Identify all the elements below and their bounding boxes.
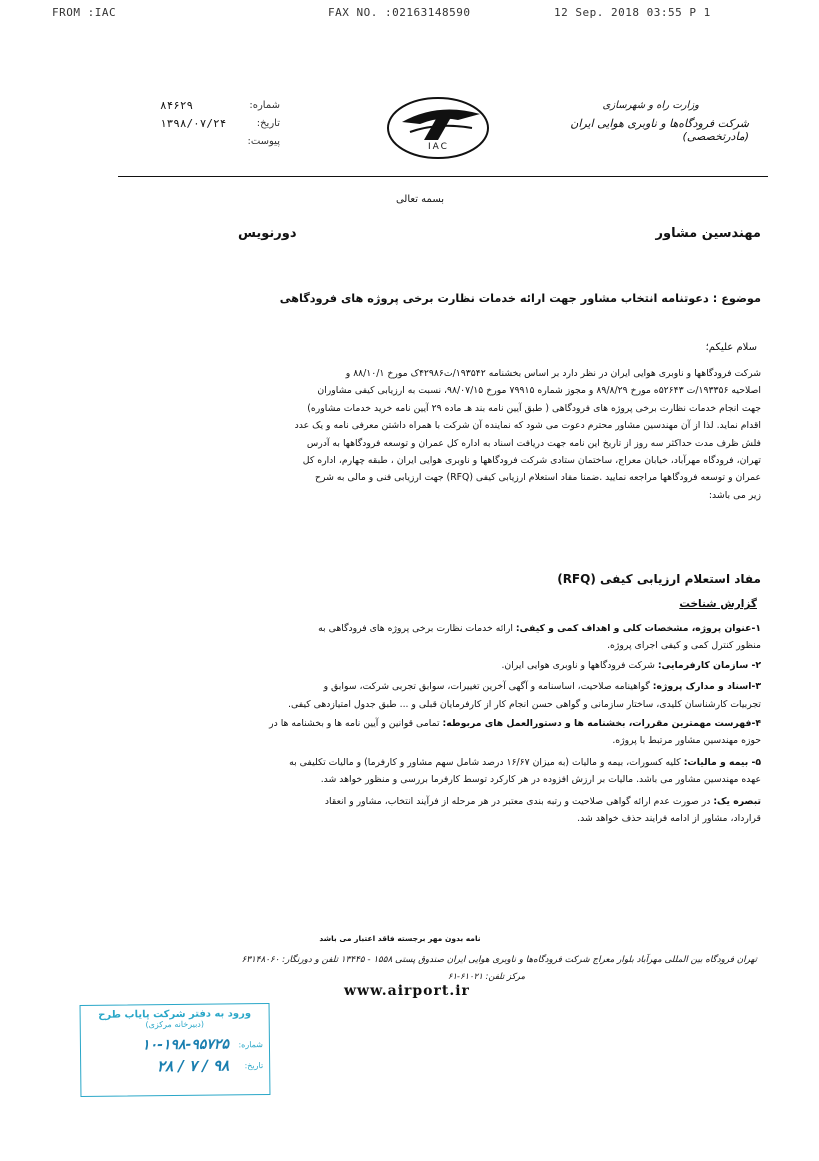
fax-number: FAX NO. :02163148590 [328,6,471,19]
stamp-number-row [81,1036,269,1054]
rfq-title: مفاد استعلام ارزیابی کیفی (RFQ) [557,572,761,586]
body-line: زیر می باشد: [708,489,761,501]
body-line: جهت انجام خدمات نظارت برخی پروژه های فرودگاهی ( طبق آیین نامه بند هـ ماده ۲۹ آیین نامه خرید خدمات مشاوره) [307,402,761,414]
header-divider [118,176,768,177]
item-label: ۵- بیمه و مالیات: [683,756,761,768]
stamp-date-label: تاریخ: [244,1060,264,1070]
body-line: اقدام نماید. لذا از آن مهندسین مشاور محترم دعوت می شود که نماینده آن شرکت با همراه داشتن معرفی نامه و یک عدد [294,420,761,432]
fax-from: FROM :IAC [52,6,117,19]
footer-website[interactable]: www.airport.ir [344,983,470,999]
addressee: مهندسین مشاور [655,226,761,241]
item-label: ۲- سازمان کارفرمایی: [657,659,761,671]
body-line: فلش ظرف مدت حداکثر سه روز از تاریخ این نامه جهت دریافت اسناد به اداره کل عمران و توسعه فرودگاهها به آدرس [306,437,761,449]
date-value: ۱۳۹۸/۰۷/۲۴ [160,116,227,130]
letter-attachment-row [160,132,280,150]
company-name: شرکت فرودگاه‌ها و ناوبری هوایی ایران (مادرتخصصی) [570,117,749,143]
letter-number-row [160,96,280,114]
stamp-number-value: ۱۰-۱۹۸-۹۵۷۲۵ [142,1036,230,1054]
body-line: تهران، فرودگاه مهرآباد، خیابان معراج، ساختمان ستادی شرکت فرودگاهها و ناوبری هوایی ایران ، طبقه چهارم، اداره کل [302,455,761,467]
iac-logo-icon [380,92,496,164]
letter-meta [160,96,280,150]
footer-switchboard: مرکز تلفن: ۶۱۰۲۱-۶۱ [447,972,525,982]
body-paragraph [89,365,761,504]
attachment-label: پیوست: [247,135,280,147]
body-line: اصلاحیه ۱۹۳۳۵۶/ت ۵۲۶۴۳ه مورخ ۸۹/۸/۲۹ و مجوز شماره ۷۹۹۱۵ مورخ ۹۸/۰۷/۱۵، نسبت به ارزیابی کیفی مشاوران [317,385,761,397]
logo-text: IAC [428,142,449,152]
item-label: ۳-اسناد و مدارک پروژه: [652,681,761,693]
item-text: ارائه خدمات نظارت برخی پروژه های فرودگاهی به [318,623,513,634]
stamp-title: ورود به دفتر شرکت پایاب طرح [98,1008,252,1021]
rfq-item [89,715,761,750]
stamp-date-value: ۹۸ / ۷ / ۲۸ [156,1056,230,1076]
stamp-date-row [81,1056,269,1076]
item-label: ۱-عنوان پروژه، مشخصات کلی و اهداف کمی و کیفی: [515,623,761,634]
invocation: بسمه تعالی [395,194,445,205]
item-text: تجربیات کارشناسان کلیدی، ساختار سازمانی و گواهی حسن انجام کار از کارفرمایان قبلی و ... طبق جدول امتیازدهی کیفی. [288,698,761,710]
stamp-subtitle: (دبیرخانه مرکزی) [145,1019,205,1030]
item-text: منظور کنترل کمی و کیفی اجرای پروژه. [607,640,761,652]
number-label: شماره: [249,99,280,111]
note-text: در صورت عدم ارائه گواهی صلاحیت و رتبه بندی معتبر در هر مرحله از فرآیند انتخاب، مشاور و انعقاد [324,795,711,807]
item-text: کلیه کسورات، بیمه و مالیات (به میزان ۱۶/۶۷ درصد شامل سهم مشاور و کارفرما) و مالیات تکلیفی به [289,756,681,768]
greeting: سلام علیکم؛ [705,342,757,353]
body-line: عمران و توسعه فرودگاهها مراجعه نمایید .ضمنا مفاد استعلام ارزیابی کیفی (RFQ) جهت ارزیابی فنی و مالی به شرح [315,472,761,484]
fax-datetime: 12 Sep. 2018 03:55 P 1 [554,6,711,19]
item-text: شرکت فرودگاهها و ناوبری هوایی ایران. [501,659,655,671]
letter-date-row [160,114,280,132]
note-text: قرارداد، مشاور از ادامه فرایند حذف خواهد شد. [577,813,761,825]
rfq-item [89,620,761,655]
item-text: حوزه مهندسین مشاور مرتبط با پروژه. [612,735,761,747]
item-label: ۴-فهرست مهمترین مقررات، بخشنامه ها و دستورالعمل های مربوطه: [442,718,761,730]
date-label: تاریخ: [256,117,280,129]
item-text: عهده مهندسین مشاور می باشد. مالیات بر ارزش افزوده در هر کارکرد توسط کارفرما بررسی و منظور خواهد شد. [320,774,761,786]
note-label: تبصره یک: [713,795,761,807]
stamp-number-label: شماره: [238,1039,263,1049]
rfq-item [89,754,761,789]
iac-logo [380,92,496,164]
letterhead-org [519,100,749,143]
rfq-items [89,620,761,827]
stamp-note: نامه بدون مهر برجسته فاقد اعتبار می باشد [319,934,481,943]
rfq-item [89,678,761,713]
item-text: تمامی قوانین و آیین نامه ها و بخشنامه ها در [269,718,440,730]
body-line: شرکت فرودگاهها و ناوبری هوایی ایران در نظر دارد بر اساس بخشنامه ۱۹۳۵۴۲/ت۴۲۹۸۶ک مورخ ۸۸/۱۰/۱ و [345,368,761,379]
ministry-name: وزارت راه و شهرسازی [602,100,699,111]
number-value: ۸۴۶۲۹ [160,98,194,112]
rfq-item [89,657,761,674]
footer-address: تهران فرودگاه بین المللی مهرآباد بلوار معراج شرکت فرودگاه‌ها و ناوبری هوایی ایران صندوق پستی ۱۵۵۸ - ۱۳۴۴۵ تلفن و دورنگار: ۶۳۱۴۸۰۶۰ [241,955,757,965]
item-text: گواهینامه صلاحیت، اساسنامه و آگهی آخرین تغییرات، سوابق تجربی شرکت، سوابق و [323,681,650,693]
subject-line: موضوع : دعوتنامه انتخاب مشاور جهت ارائه خدمات نظارت برخی پروژه های فرودگاهی [279,292,761,305]
dournevis-label: دورنویس [238,226,297,241]
report-title: گزارش شناخت [679,598,757,610]
note [89,793,761,828]
receipt-stamp [80,1003,271,1097]
